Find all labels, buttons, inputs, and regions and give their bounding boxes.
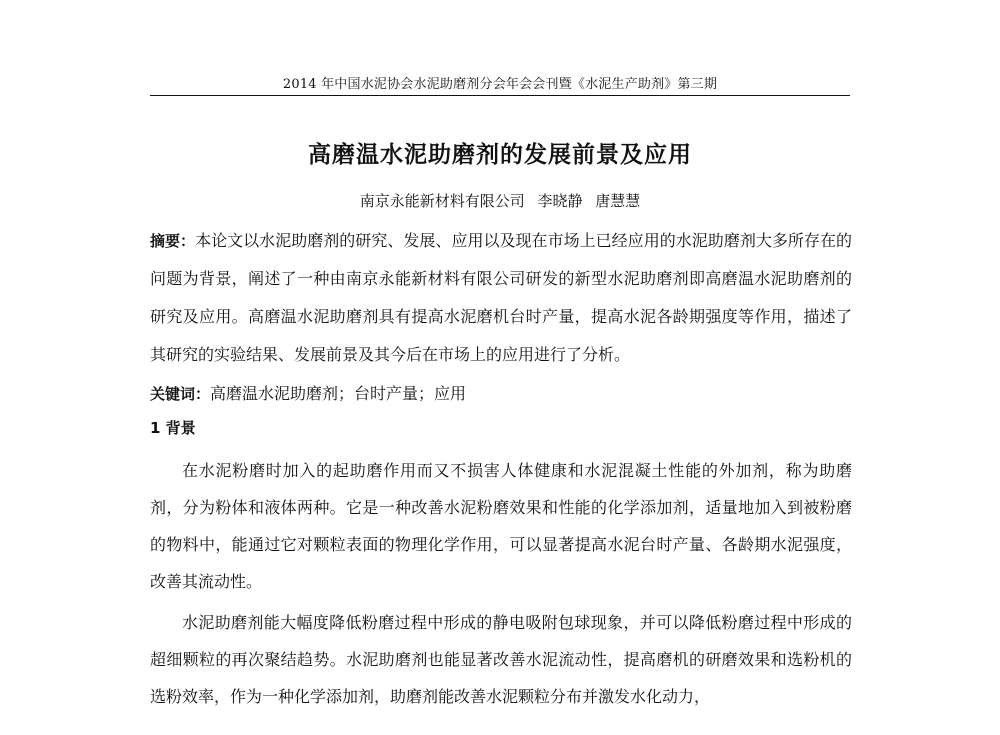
paper-title: 高磨温水泥助磨剂的发展前景及应用 <box>308 142 692 168</box>
author-name: 唐慧慧 <box>595 192 641 210</box>
author-name: 李晓静 <box>537 192 583 210</box>
keywords-label: 关键词： <box>150 385 211 403</box>
keywords <box>150 382 852 406</box>
body-paragraph: 水泥助磨剂能大幅度降低粉磨过程中形成的静电吸附包球现象，并可以降低粉磨过程中形成的超细颗粒的再次聚结趋势。水泥助磨剂也能显著改善水泥流动性，提高磨机的研磨效果和选粉机的选粉效率，作为一种化学添加剂，助磨剂能改善水泥颗粒分布并激发水化动力， <box>150 613 852 706</box>
section-heading: 1 背景 <box>150 419 196 437</box>
abstract-label: 摘要： <box>150 232 196 250</box>
author-line <box>150 190 850 211</box>
affiliation: 南京永能新材料有限公司 <box>359 192 525 210</box>
running-header: 2014 年中国水泥协会水泥助磨剂分会年会会刊暨《水泥生产助剂》第三期 <box>282 77 718 92</box>
abstract-text: 本论文以水泥助磨剂的研究、发展、应用以及现在市场上已经应用的水泥助磨剂大多所存在的问题为背景，阐述了一种由南京永能新材料有限公司研发的新型水泥助磨剂即高磨温水泥助磨剂的研究及应用。高磨温水泥助磨剂具有提高水泥磨机台时产量，提高水泥各龄期强度等作用，描述了其研究的实验结果、发展前景及其今后在市场上的应用进行了分析。 <box>150 231 852 364</box>
keywords-text: 高磨温水泥助磨剂；台时产量；应用 <box>210 384 467 403</box>
header-rule <box>150 95 850 96</box>
body-paragraph: 在水泥粉磨时加入的起助磨作用而又不损害人体健康和水泥混凝土性能的外加剂，称为助磨剂，分为粉体和液体两种。它是一种改善水泥粉磨效果和性能的化学添加剂，适量地加入到被粉磨的物料中，能通过它对颗粒表面的物理化学作用，可以显著提高水泥台时产量、各龄期水泥强度，改善其流动性。 <box>150 461 852 591</box>
abstract <box>150 222 852 374</box>
